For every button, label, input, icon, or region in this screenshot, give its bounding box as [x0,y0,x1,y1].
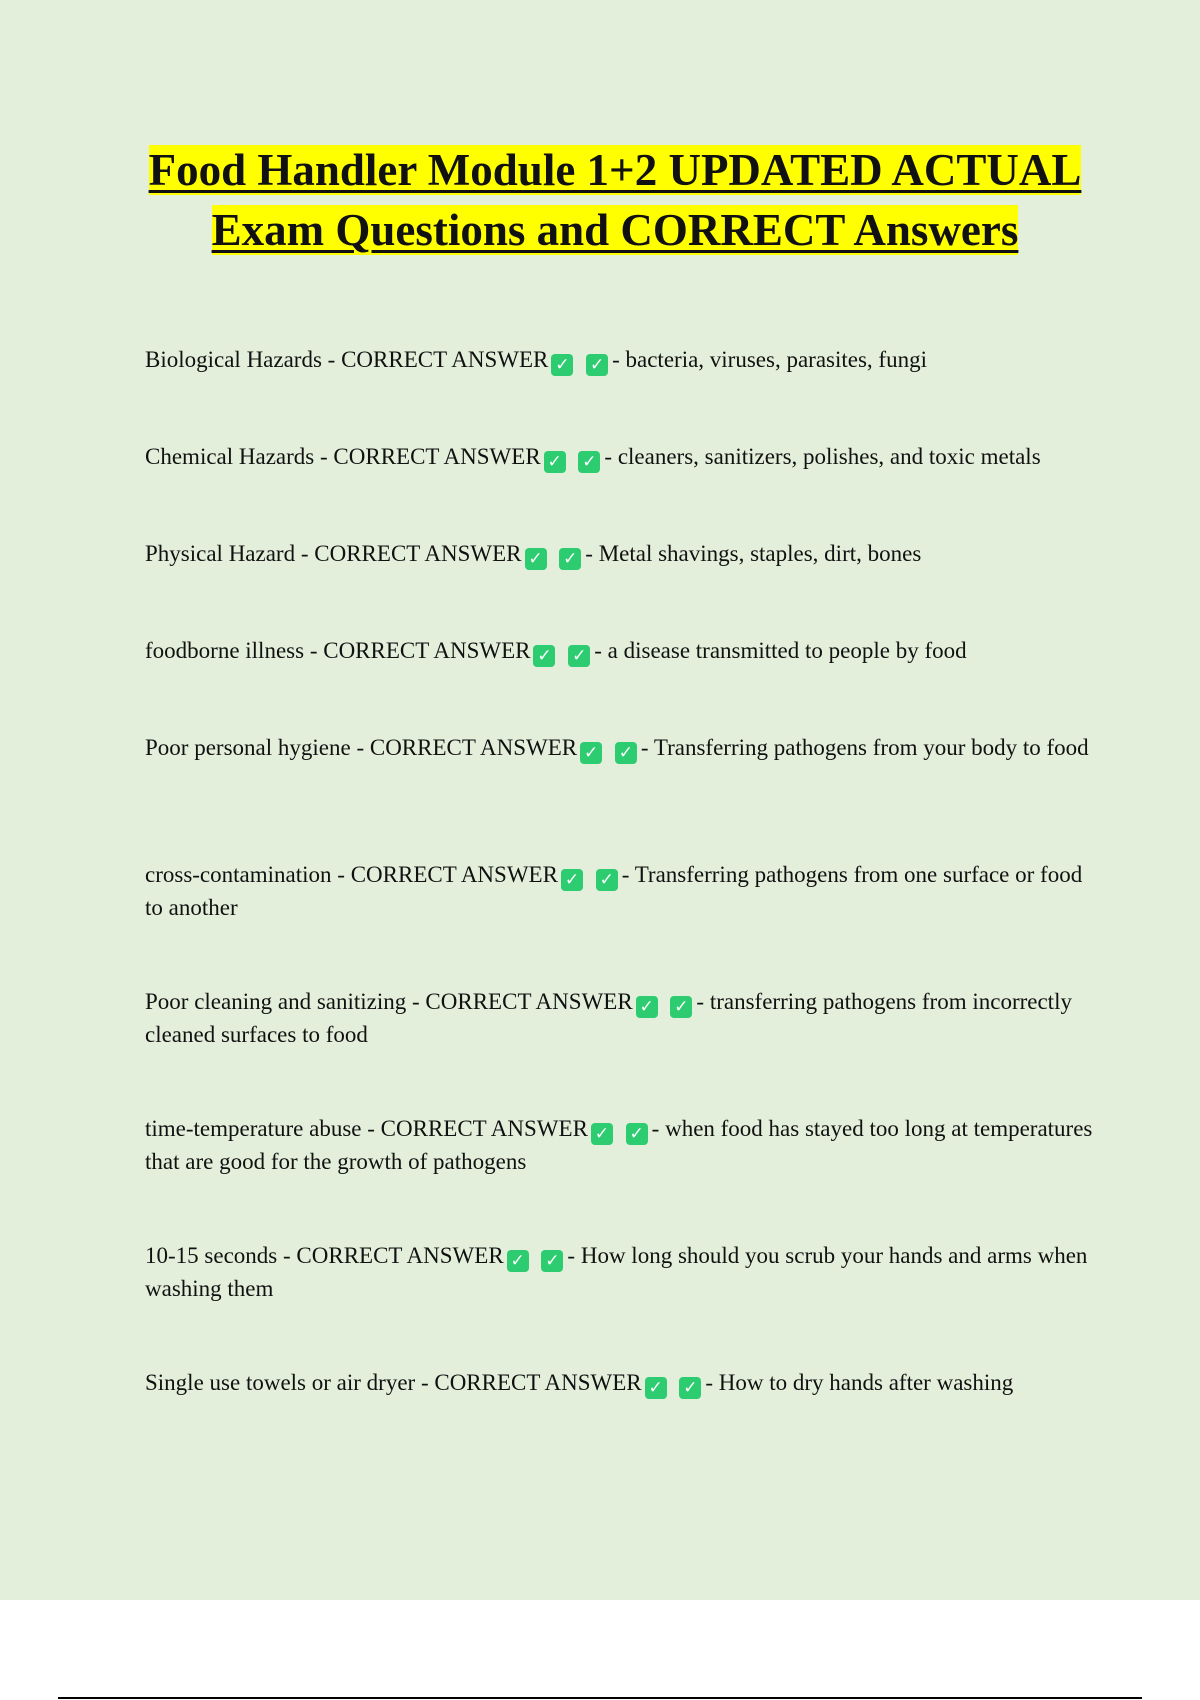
correct-answer-label: CORRECT ANSWER [434,1370,642,1395]
qa-item: Biological Hazards - CORRECT ANSWER ✓ ✓ - bacteria, viruses, parasites, fungi [145,347,927,375]
correct-answer-label: CORRECT ANSWER [323,638,531,663]
check-icon: ✓ [568,645,590,667]
qa-item: Poor cleaning and sanitizing - CORRECT ANSWER ✓ ✓ - transferring pathogens from incorrectly cleaned surfaces to food [145,989,1072,1047]
qa-definition: How long should you scrub your hands and arms when washing them [145,1243,1088,1301]
qa-definition: Transferring pathogens from your body to food [653,735,1089,760]
qa-item: Chemical Hazards - CORRECT ANSWER ✓ ✓ - cleaners, sanitizers, polishes, and toxic metals [145,444,1041,472]
check-icon: ✓ [507,1250,529,1272]
qa-term: Biological Hazards [145,347,322,372]
qa-item: cross-contamination - CORRECT ANSWER ✓ ✓ - Transferring pathogens from one surface or food to another [145,862,1083,920]
check-icon: ✓ [586,354,608,376]
check-icon: ✓ [626,1123,648,1145]
check-icon: ✓ [591,1123,613,1145]
correct-answer-label: CORRECT ANSWER [350,862,558,887]
check-icon: ✓ [580,742,602,764]
check-icon: ✓ [636,996,658,1018]
check-icon: ✓ [670,996,692,1018]
correct-answer-label: CORRECT ANSWER [333,444,541,469]
qa-term: Single use towels or air dryer [145,1370,416,1395]
qa-item: time-temperature abuse - CORRECT ANSWER ✓ ✓ - when food has stayed too long at temperatures that are good for the growth of pathogens [145,1116,1093,1174]
check-icon: ✓ [559,548,581,570]
qa-definition: bacteria, viruses, parasites, fungi [625,347,927,372]
check-icon: ✓ [679,1377,701,1399]
qa-term: cross-contamination [145,862,332,887]
qa-definition: transferring pathogens from incorrectly cleaned surfaces to food [145,989,1072,1047]
check-icon: ✓ [525,548,547,570]
qa-term: foodborne illness [145,638,305,663]
check-icon: ✓ [615,742,637,764]
qa-term: time-temperature abuse [145,1116,362,1141]
qa-definition: Transferring pathogens from one surface or food to another [145,862,1083,920]
check-icon: ✓ [533,645,555,667]
qa-item: foodborne illness - CORRECT ANSWER ✓ ✓ - a disease transmitted to people by food [145,638,967,666]
correct-answer-label: CORRECT ANSWER [425,989,633,1014]
check-icon: ✓ [578,451,600,473]
check-icon: ✓ [544,451,566,473]
correct-answer-label: CORRECT ANSWER [341,347,549,372]
footer-divider [58,1697,1142,1699]
correct-answer-label: CORRECT ANSWER [296,1243,504,1268]
qa-item: Poor personal hygiene - CORRECT ANSWER ✓ ✓ - Transferring pathogens from your body to food [145,735,1089,763]
check-icon: ✓ [561,869,583,891]
document-title-text: Food Handler Module 1+2 UPDATED ACTUAL Exam Questions and CORRECT Answers [148,145,1082,255]
correct-answer-label: CORRECT ANSWER [314,541,522,566]
qa-term: Poor cleaning and sanitizing [145,989,407,1014]
correct-answer-label: CORRECT ANSWER [380,1116,588,1141]
qa-item: Single use towels or air dryer - CORRECT ANSWER ✓ ✓ - How to dry hands after washing [145,1370,1014,1398]
correct-answer-label: CORRECT ANSWER [369,735,578,760]
qa-term: Poor personal hygiene [145,735,351,760]
qa-definition: a disease transmitted to people by food [607,638,967,663]
qa-term: 10-15 seconds [145,1243,278,1268]
qa-term: Physical Hazard [145,541,296,566]
check-icon: ✓ [596,869,618,891]
qa-definition: How to dry hands after washing [718,1370,1014,1395]
qa-definition: when food has stayed too long at temperatures that are good for the growth of pathogens [145,1116,1093,1174]
check-icon: ✓ [551,354,573,376]
qa-item: Physical Hazard - CORRECT ANSWER ✓ ✓ - Metal shavings, staples, dirt, bones [145,541,922,569]
check-icon: ✓ [645,1377,667,1399]
qa-term: Chemical Hazards [145,444,315,469]
qa-definition: Metal shavings, staples, dirt, bones [598,541,922,566]
qa-definition: cleaners, sanitizers, polishes, and toxic metals [617,444,1041,469]
check-icon: ✓ [541,1250,563,1272]
qa-item: 10-15 seconds - CORRECT ANSWER ✓ ✓ - How long should you scrub your hands and arms when washing them [145,1243,1088,1301]
document-title [130,140,1100,260]
